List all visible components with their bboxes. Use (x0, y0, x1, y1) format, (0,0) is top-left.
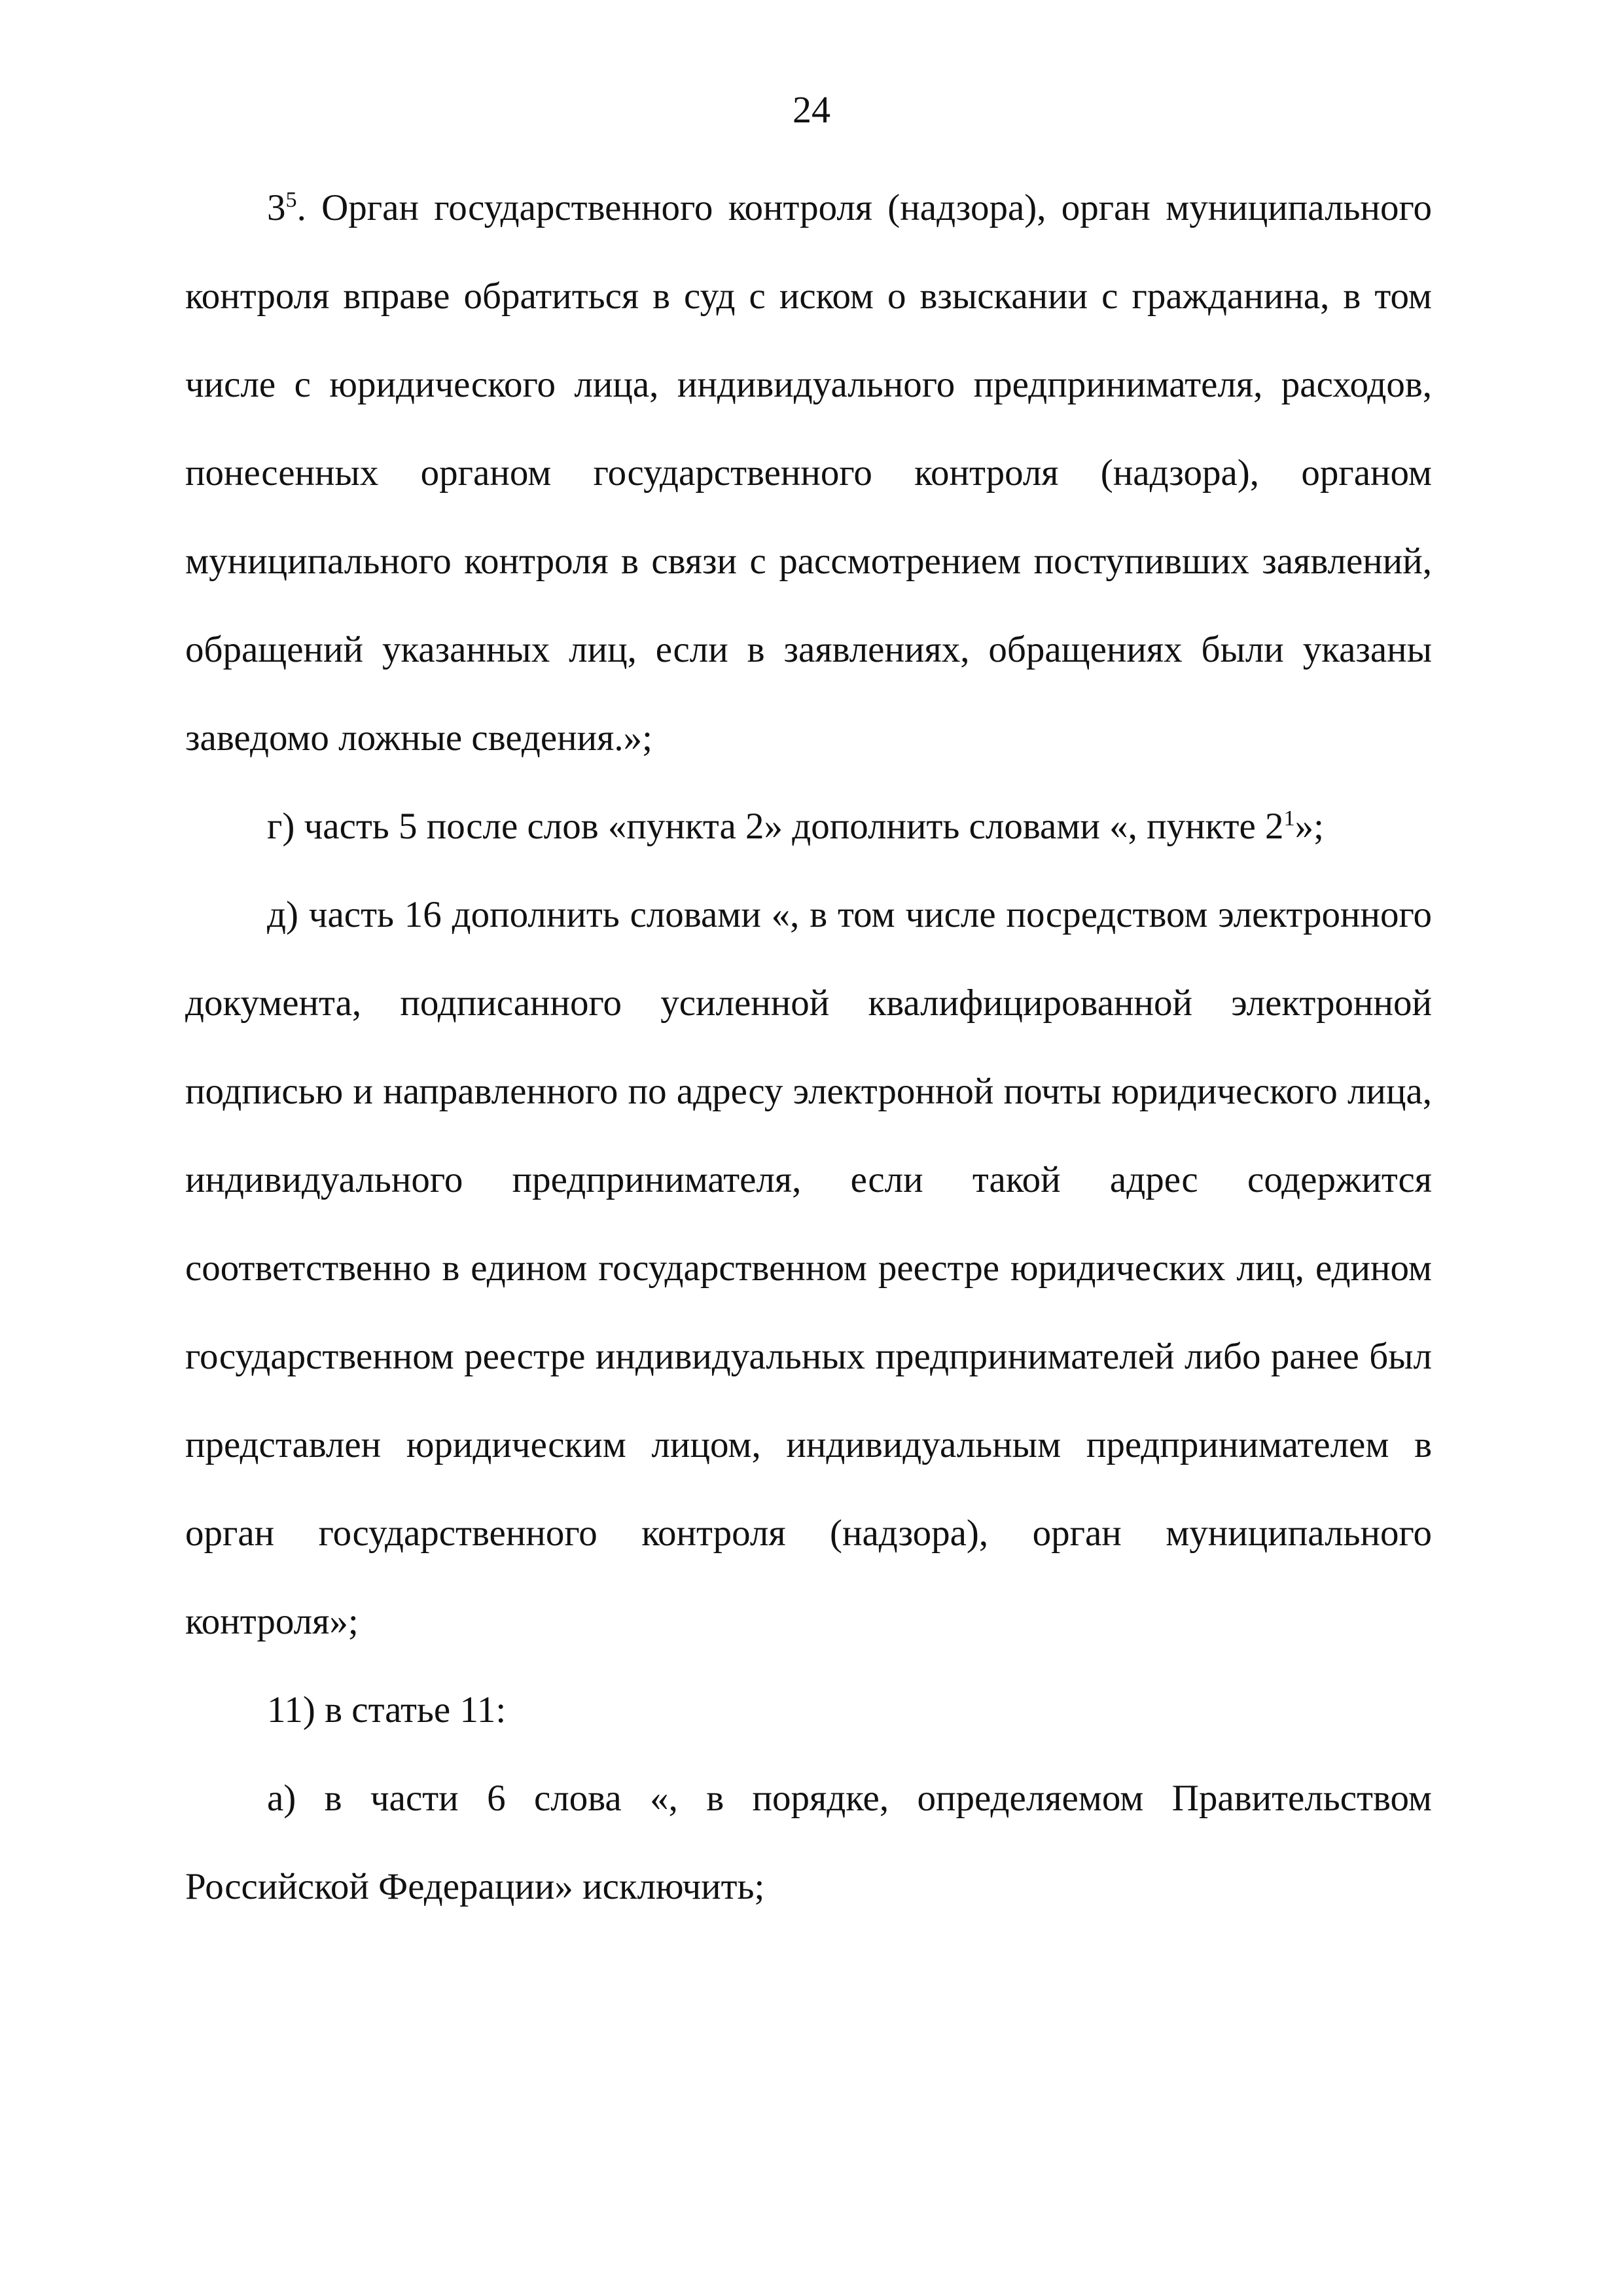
paragraph-item-d (185, 870, 1432, 1666)
paragraph-text: а) в части 6 слова «, в порядке, определяемом Правительством Российской Федерации» исключить; (185, 1778, 1432, 1907)
paragraph-item-11 (185, 1666, 1432, 1754)
paragraph-superscript: 1 (1283, 806, 1295, 831)
page-number: 24 (793, 88, 830, 131)
paragraph-item-a (185, 1754, 1432, 1931)
item-number: 3 (267, 187, 286, 228)
paragraph-text: г) часть 5 после слов «пункта 2» дополнить словами «, пункте 2 (267, 806, 1284, 847)
paragraph-item-3-5 (185, 164, 1432, 782)
paragraph-text: д) часть 16 дополнить словами «, в том числе посредством электронного документа, подписанного усиленной квалифицированной электронной подписью и направленного по адресу электронной почты юридического лица, индивидуального предпринимателя, если такой адрес содержится соответственно в едином государственном реестре юридических лиц, едином государственном реестре индивидуальных предпринимателей либо ранее был представлен юридическим лицом, индивидуальным предпринимателем в орган государственного контроля (надзора), орган муниципального контроля»; (185, 894, 1432, 1642)
paragraph-text: . Орган государственного контроля (надзора), орган муниципального контроля вправе обратиться в суд с иском о взыскании с гражданина, в том числе с юридического лица, индивидуального предпринимателя, расходов, понесенных органом государственного контроля (надзора), органом муниципального контроля в связи с рассмотрением поступивших заявлений, обращений указанных лиц, если в заявлениях, обращениях были указаны заведомо ложные сведения.»; (185, 187, 1432, 759)
paragraph-item-g (185, 782, 1432, 870)
paragraph-text: 11) в статье 11: (267, 1689, 507, 1731)
item-superscript: 5 (285, 188, 297, 212)
paragraph-tail: »; (1294, 806, 1324, 847)
document-body (185, 164, 1432, 1931)
